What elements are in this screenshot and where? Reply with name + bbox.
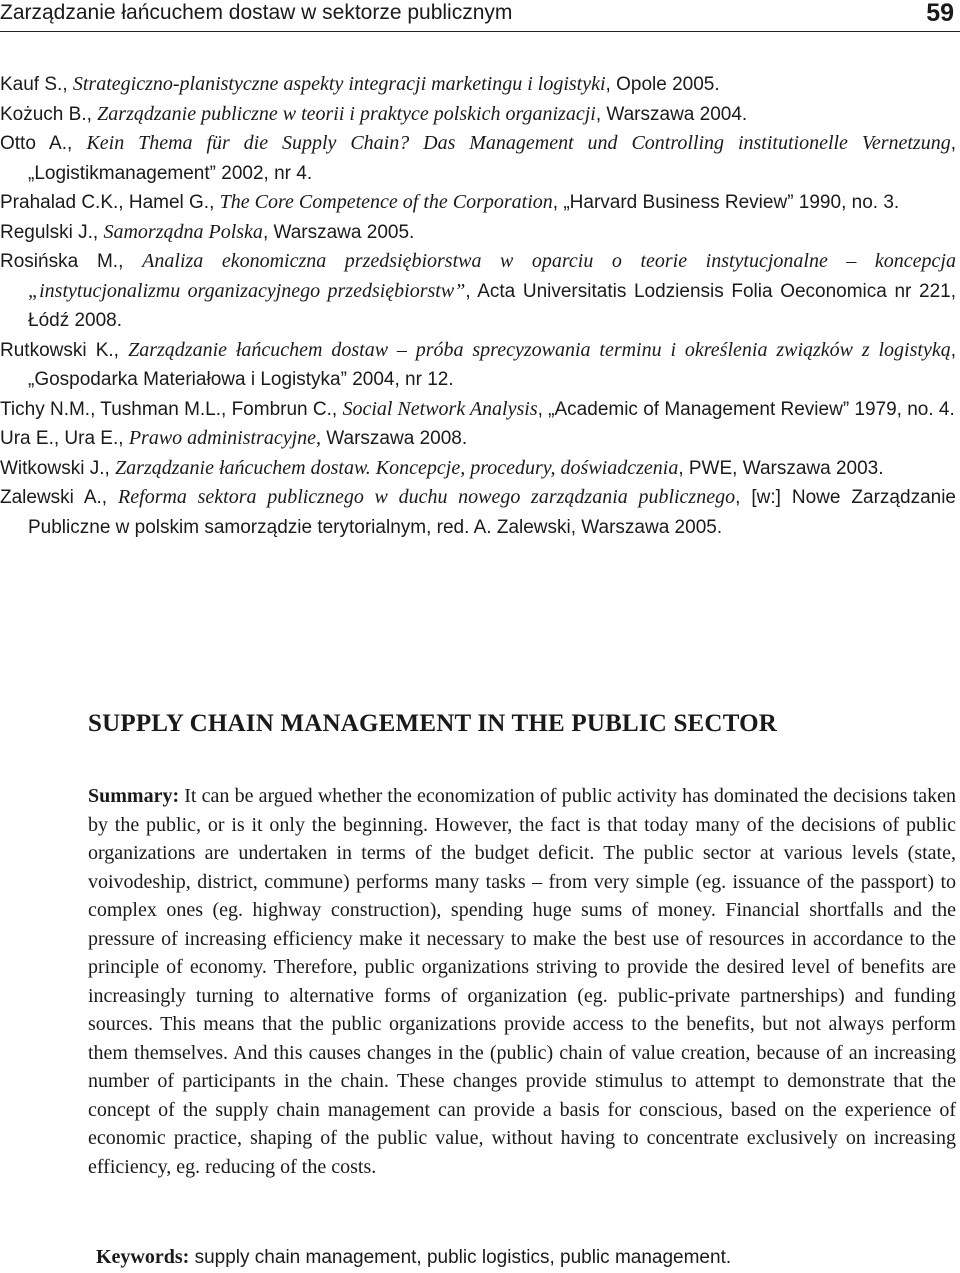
reference-source: , „Harvard Business Review” 1990, no. 3. (552, 192, 900, 213)
reference-title: Strategiczno-planistyczne aspekty integracji marketingu i logistyki (72, 73, 606, 95)
reference-title: Kein Thema für die Supply Chain? Das Management und Controlling institutionelle Vernetzung (86, 132, 951, 154)
reference-author: Kauf S., (0, 74, 73, 95)
reference-author: Otto A., (0, 133, 87, 154)
reference-author: Kożuch B., (0, 103, 98, 125)
section-title: SUPPLY CHAIN MANAGEMENT IN THE PUBLIC SECTOR (88, 710, 778, 737)
reference-author: Rosińska M., (0, 251, 143, 272)
keywords-label: Keywords: (96, 1246, 190, 1268)
reference-item (0, 395, 956, 425)
reference-author: Rutkowski K., (0, 339, 129, 361)
reference-item (0, 424, 956, 454)
reference-source: Warszawa 2008. (321, 428, 468, 449)
reference-source: , PWE, Warszawa 2003. (678, 457, 884, 479)
reference-title: Prawo administracyjne, (128, 427, 322, 449)
reference-source: , [w:] Nowe Zarządzanie Publiczne w polskim samorządzie terytorialnym, red. A. Zalewski, Warszawa 2005. (28, 487, 956, 538)
reference-author: Regulski J., (0, 221, 104, 243)
reference-author: Prahalad C.K., Hamel G., (0, 192, 220, 213)
running-title: Zarządzanie łańcuchem dostaw w sektorze publicznym (0, 1, 513, 24)
reference-item (0, 70, 956, 100)
reference-author: Tichy N.M., Tushman M.L., Fombrun C., (0, 398, 343, 420)
summary-label: Summary: (88, 785, 180, 807)
reference-source: , Warszawa 2004. (595, 103, 748, 125)
reference-author: Zalewski A., (0, 487, 119, 508)
keywords-line (96, 1244, 731, 1271)
reference-item (0, 336, 956, 395)
reference-title: Reforma sektora publicznego w duchu nowego zarządzania publicznego (118, 486, 736, 508)
reference-source: , Warszawa 2005. (262, 221, 415, 243)
summary-text: It can be argued whether the economization of public activity has dominated the decisions taken by the public, or is it only the beginning. However, the fact is that today many of the decisions of public organizations are undertaken in terms of the budget deficit. The public sector at various levels (state, voivodeship, district, commune) performs many tasks – from very simple (eg. issuance of the passport) to complex ones (eg. highway construction), spending huge sums of money. Financial shortfalls and the pressure of increasing efficiency make it necessary to make the best use of resources in accordance to the principle of economy. Therefore, public organizations striving to provide the desired level of benefits are increasingly turning to alternative forms of organization (eg. public-private partnerships) and funding sources. This means that the public organizations provide access to the benefits, but not always perform them themselves. And this causes changes in the (public) chain of value creation, because of an increasing number of participants in the chain. These changes provide stimulus to attempt to demonstrate that the concept of the supply chain management can provide a basis for conscious, based on the experience of economic practice, shaping of the public value, without having to concentrate exclusively on increasing efficiency, eg. reducing of the costs. (88, 785, 956, 1178)
keywords-text: supply chain management, public logistics, public management. (189, 1247, 732, 1268)
reference-author: Witkowski J., (0, 457, 116, 479)
reference-source: , „Gospodarka Materiałowa i Logistyka” 2004, nr 12. (28, 339, 956, 390)
reference-item (0, 247, 956, 336)
reference-item (0, 129, 956, 188)
reference-title: Samorządna Polska (103, 220, 263, 243)
reference-title: Zarządzanie łańcuchem dostaw – próba sprecyzowania terminu i określenia związków z logistyką (128, 338, 951, 361)
reference-item (0, 188, 956, 218)
reference-title: Zarządzanie łańcuchem dostaw. Koncepcje, procedury, doświadczenia (115, 456, 679, 479)
english-summary-section (88, 708, 956, 1181)
reference-source: , „Academic of Management Review” 1979, no. 4. (537, 398, 955, 420)
reference-title: Zarządzanie publiczne w teorii i praktyce polskich organizacji (97, 102, 596, 125)
summary-paragraph (88, 782, 956, 1181)
reference-title: The Core Competence of the Corporation (219, 191, 553, 213)
reference-title: Social Network Analysis (342, 397, 538, 420)
reference-item (0, 100, 956, 130)
reference-source: , „Logistikmanagement” 2002, nr 4. (28, 133, 956, 184)
reference-item (0, 454, 956, 484)
reference-source: , Opole 2005. (605, 74, 720, 95)
reference-item (0, 483, 956, 542)
running-header (0, 0, 960, 32)
reference-list (0, 70, 956, 542)
reference-source: , Acta Universitatis Lodziensis Folia Oeconomica nr 221, Łódź 2008. (28, 280, 956, 331)
reference-item (0, 218, 956, 248)
reference-title: Analiza ekonomiczna przedsiębiorstwa w oparciu o teorie instytucjonalne – koncepcja „instytucjonalizmu organizacyjnego przedsiębiorstw” (28, 250, 956, 302)
page-number: 59 (926, 0, 954, 27)
reference-author: Ura E., Ura E., (0, 428, 129, 449)
